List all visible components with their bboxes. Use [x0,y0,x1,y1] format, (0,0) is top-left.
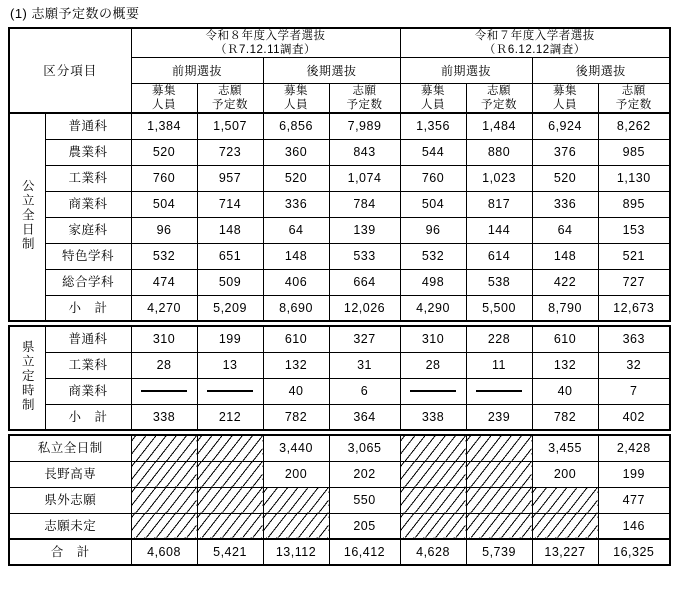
cell-1-0-7: 363 [598,326,670,352]
cell-1-2-5 [466,378,532,404]
cell-0-1-6: 376 [532,139,598,165]
cell-0-2-2: 520 [263,165,329,191]
header-metric-7: 志願 予定数 [598,84,670,114]
other-cell-0-6: 3,455 [532,435,598,461]
cell-1-2-1 [197,378,263,404]
other-cell-3-5 [466,513,532,539]
cell-0-2-4: 760 [400,165,466,191]
table-row [9,165,670,191]
row-label: 農業科 [45,139,131,165]
cell-0-2-1: 957 [197,165,263,191]
row-label: 工業科 [45,165,131,191]
cell-0-3-6: 336 [532,191,598,217]
cell-1-2-7: 7 [598,378,670,404]
table-row [9,269,670,295]
section-label-0 [9,113,45,321]
cell-0-7-6: 8,790 [532,295,598,321]
header-metric-2: 募集 人員 [263,84,329,114]
cell-0-3-0: 504 [131,191,197,217]
cell-1-0-2: 610 [263,326,329,352]
other-cell-1-0 [131,461,197,487]
cell-1-2-4 [400,378,466,404]
cell-1-0-1: 199 [197,326,263,352]
table-row [9,435,670,461]
other-cell-3-4 [400,513,466,539]
table-row [9,113,670,139]
other-cell-0-4 [400,435,466,461]
cell-0-6-4: 498 [400,269,466,295]
cell-0-6-2: 406 [263,269,329,295]
row-label: 商業科 [45,378,131,404]
table-header [9,28,670,113]
section-label-text: 公立全日制 [20,179,35,252]
row-label: 特色学科 [45,243,131,269]
cell-0-5-0: 532 [131,243,197,269]
total-row [9,539,670,565]
table-row [9,487,670,513]
header-metric-1: 志願 予定数 [197,84,263,114]
cell-0-7-1: 5,209 [197,295,263,321]
table-row [9,352,670,378]
header-metric-6: 募集 人員 [532,84,598,114]
other-cell-2-0 [131,487,197,513]
header-phase-1: 後期選抜 [263,58,400,84]
other-cell-3-6 [532,513,598,539]
other-cell-0-5 [466,435,532,461]
other-cell-1-2: 200 [263,461,329,487]
cell-0-3-5: 817 [466,191,532,217]
cell-0-6-7: 727 [598,269,670,295]
cell-0-2-3: 1,074 [329,165,400,191]
cell-0-4-4: 96 [400,217,466,243]
cell-0-0-7: 8,262 [598,113,670,139]
header-metric-3: 志願 予定数 [329,84,400,114]
row-label: 家庭科 [45,217,131,243]
cell-0-7-5: 5,500 [466,295,532,321]
cell-1-2-2: 40 [263,378,329,404]
header-group-current: 令和８年度入学者選抜 （Ｒ7.12.11調査） [131,28,400,58]
other-cell-2-7: 477 [598,487,670,513]
cell-1-3-0: 338 [131,404,197,430]
cell-0-2-0: 760 [131,165,197,191]
cell-1-1-6: 132 [532,352,598,378]
cell-1-0-5: 228 [466,326,532,352]
cell-0-7-4: 4,290 [400,295,466,321]
row-label: 商業科 [45,191,131,217]
cell-1-1-3: 31 [329,352,400,378]
cell-0-2-5: 1,023 [466,165,532,191]
other-cell-2-4 [400,487,466,513]
cell-1-2-3: 6 [329,378,400,404]
cell-0-3-1: 714 [197,191,263,217]
other-cell-1-5 [466,461,532,487]
cell-0-1-2: 360 [263,139,329,165]
cell-0-5-6: 148 [532,243,598,269]
table-row [9,191,670,217]
cell-0-6-5: 538 [466,269,532,295]
cell-0-6-1: 509 [197,269,263,295]
other-cell-3-1 [197,513,263,539]
cell-0-1-4: 544 [400,139,466,165]
cell-1-2-0 [131,378,197,404]
cell-0-0-0: 1,384 [131,113,197,139]
table-row [9,404,670,430]
header-phase-3: 後期選抜 [532,58,670,84]
cell-1-2-6: 40 [532,378,598,404]
cell-1-0-0: 310 [131,326,197,352]
total-cell-6: 13,227 [532,539,598,565]
cell-0-7-3: 12,026 [329,295,400,321]
table-row [9,217,670,243]
table-row [9,295,670,321]
row-label: 普通科 [45,113,131,139]
cell-1-1-5: 11 [466,352,532,378]
total-cell-1: 5,421 [197,539,263,565]
other-cell-0-3: 3,065 [329,435,400,461]
cell-1-1-2: 132 [263,352,329,378]
row-label: 小 計 [45,295,131,321]
header-phase-0: 前期選抜 [131,58,263,84]
table-row [9,243,670,269]
row-label: 長野高専 [9,461,131,487]
other-cell-3-7: 146 [598,513,670,539]
cell-0-4-2: 64 [263,217,329,243]
cell-0-3-2: 336 [263,191,329,217]
enrollment-summary-table [8,27,671,566]
cell-0-4-1: 148 [197,217,263,243]
cell-1-3-3: 364 [329,404,400,430]
cell-0-5-1: 651 [197,243,263,269]
row-label: 志願未定 [9,513,131,539]
cell-1-3-2: 782 [263,404,329,430]
cell-0-6-6: 422 [532,269,598,295]
total-cell-5: 5,739 [466,539,532,565]
row-label: 総合学科 [45,269,131,295]
other-cell-3-3: 205 [329,513,400,539]
total-cell-0: 4,608 [131,539,197,565]
cell-0-3-3: 784 [329,191,400,217]
row-label: 工業科 [45,352,131,378]
cell-0-6-0: 474 [131,269,197,295]
cell-0-2-6: 520 [532,165,598,191]
other-cell-0-7: 2,428 [598,435,670,461]
other-cell-1-4 [400,461,466,487]
other-cell-1-6: 200 [532,461,598,487]
cell-0-6-3: 664 [329,269,400,295]
other-cell-1-7: 199 [598,461,670,487]
total-cell-4: 4,628 [400,539,466,565]
header-row-label: 区分項目 [9,28,131,113]
other-cell-0-0 [131,435,197,461]
header-row-year [9,28,670,58]
cell-0-1-5: 880 [466,139,532,165]
cell-0-5-7: 521 [598,243,670,269]
cell-0-3-7: 895 [598,191,670,217]
table-row [9,326,670,352]
cell-0-5-3: 533 [329,243,400,269]
cell-1-3-7: 402 [598,404,670,430]
cell-1-1-7: 32 [598,352,670,378]
other-cell-3-0 [131,513,197,539]
cell-0-1-0: 520 [131,139,197,165]
cell-1-0-3: 327 [329,326,400,352]
other-cell-2-3: 550 [329,487,400,513]
cell-0-5-5: 614 [466,243,532,269]
other-cell-1-1 [197,461,263,487]
cell-1-3-5: 239 [466,404,532,430]
header-phase-2: 前期選抜 [400,58,532,84]
cell-0-4-6: 64 [532,217,598,243]
cell-0-2-7: 1,130 [598,165,670,191]
other-cell-0-1 [197,435,263,461]
other-cell-0-2: 3,440 [263,435,329,461]
cell-0-1-1: 723 [197,139,263,165]
header-metric-4: 募集 人員 [400,84,466,114]
cell-0-1-3: 843 [329,139,400,165]
row-label: 普通科 [45,326,131,352]
table-row [9,139,670,165]
other-cell-2-1 [197,487,263,513]
cell-0-5-4: 532 [400,243,466,269]
table-body [9,113,670,565]
cell-1-1-0: 28 [131,352,197,378]
cell-1-0-6: 610 [532,326,598,352]
total-cell-7: 16,325 [598,539,670,565]
row-label: 小 計 [45,404,131,430]
cell-0-3-4: 504 [400,191,466,217]
cell-1-1-4: 28 [400,352,466,378]
cell-0-0-4: 1,356 [400,113,466,139]
cell-0-4-3: 139 [329,217,400,243]
total-row-label: 合 計 [9,539,131,565]
other-cell-2-6 [532,487,598,513]
other-cell-1-3: 202 [329,461,400,487]
cell-1-1-1: 13 [197,352,263,378]
header-metric-5: 志願 予定数 [466,84,532,114]
other-cell-2-5 [466,487,532,513]
header-group-previous: 令和７年度入学者選抜 （Ｒ6.12.12調査） [400,28,670,58]
cell-0-4-0: 96 [131,217,197,243]
cell-0-4-5: 144 [466,217,532,243]
section-label-1 [9,326,45,430]
cell-1-3-1: 212 [197,404,263,430]
other-cell-2-2 [263,487,329,513]
row-label: 県外志願 [9,487,131,513]
other-cell-3-2 [263,513,329,539]
row-label: 私立全日制 [9,435,131,461]
table-row [9,461,670,487]
cell-0-4-7: 153 [598,217,670,243]
cell-0-7-2: 8,690 [263,295,329,321]
cell-0-1-7: 985 [598,139,670,165]
cell-0-0-5: 1,484 [466,113,532,139]
cell-0-7-7: 12,673 [598,295,670,321]
cell-0-0-1: 1,507 [197,113,263,139]
cell-0-0-6: 6,924 [532,113,598,139]
cell-1-3-6: 782 [532,404,598,430]
table-row [9,513,670,539]
section-label-text: 県立定時制 [20,340,35,413]
table-row [9,378,670,404]
cell-0-5-2: 148 [263,243,329,269]
header-metric-0: 募集 人員 [131,84,197,114]
total-cell-3: 16,412 [329,539,400,565]
cell-0-7-0: 4,270 [131,295,197,321]
total-cell-2: 13,112 [263,539,329,565]
cell-0-0-2: 6,856 [263,113,329,139]
cell-1-3-4: 338 [400,404,466,430]
page-title: (1) 志願予定数の概要 [10,6,140,21]
cell-1-0-4: 310 [400,326,466,352]
cell-0-0-3: 7,989 [329,113,400,139]
